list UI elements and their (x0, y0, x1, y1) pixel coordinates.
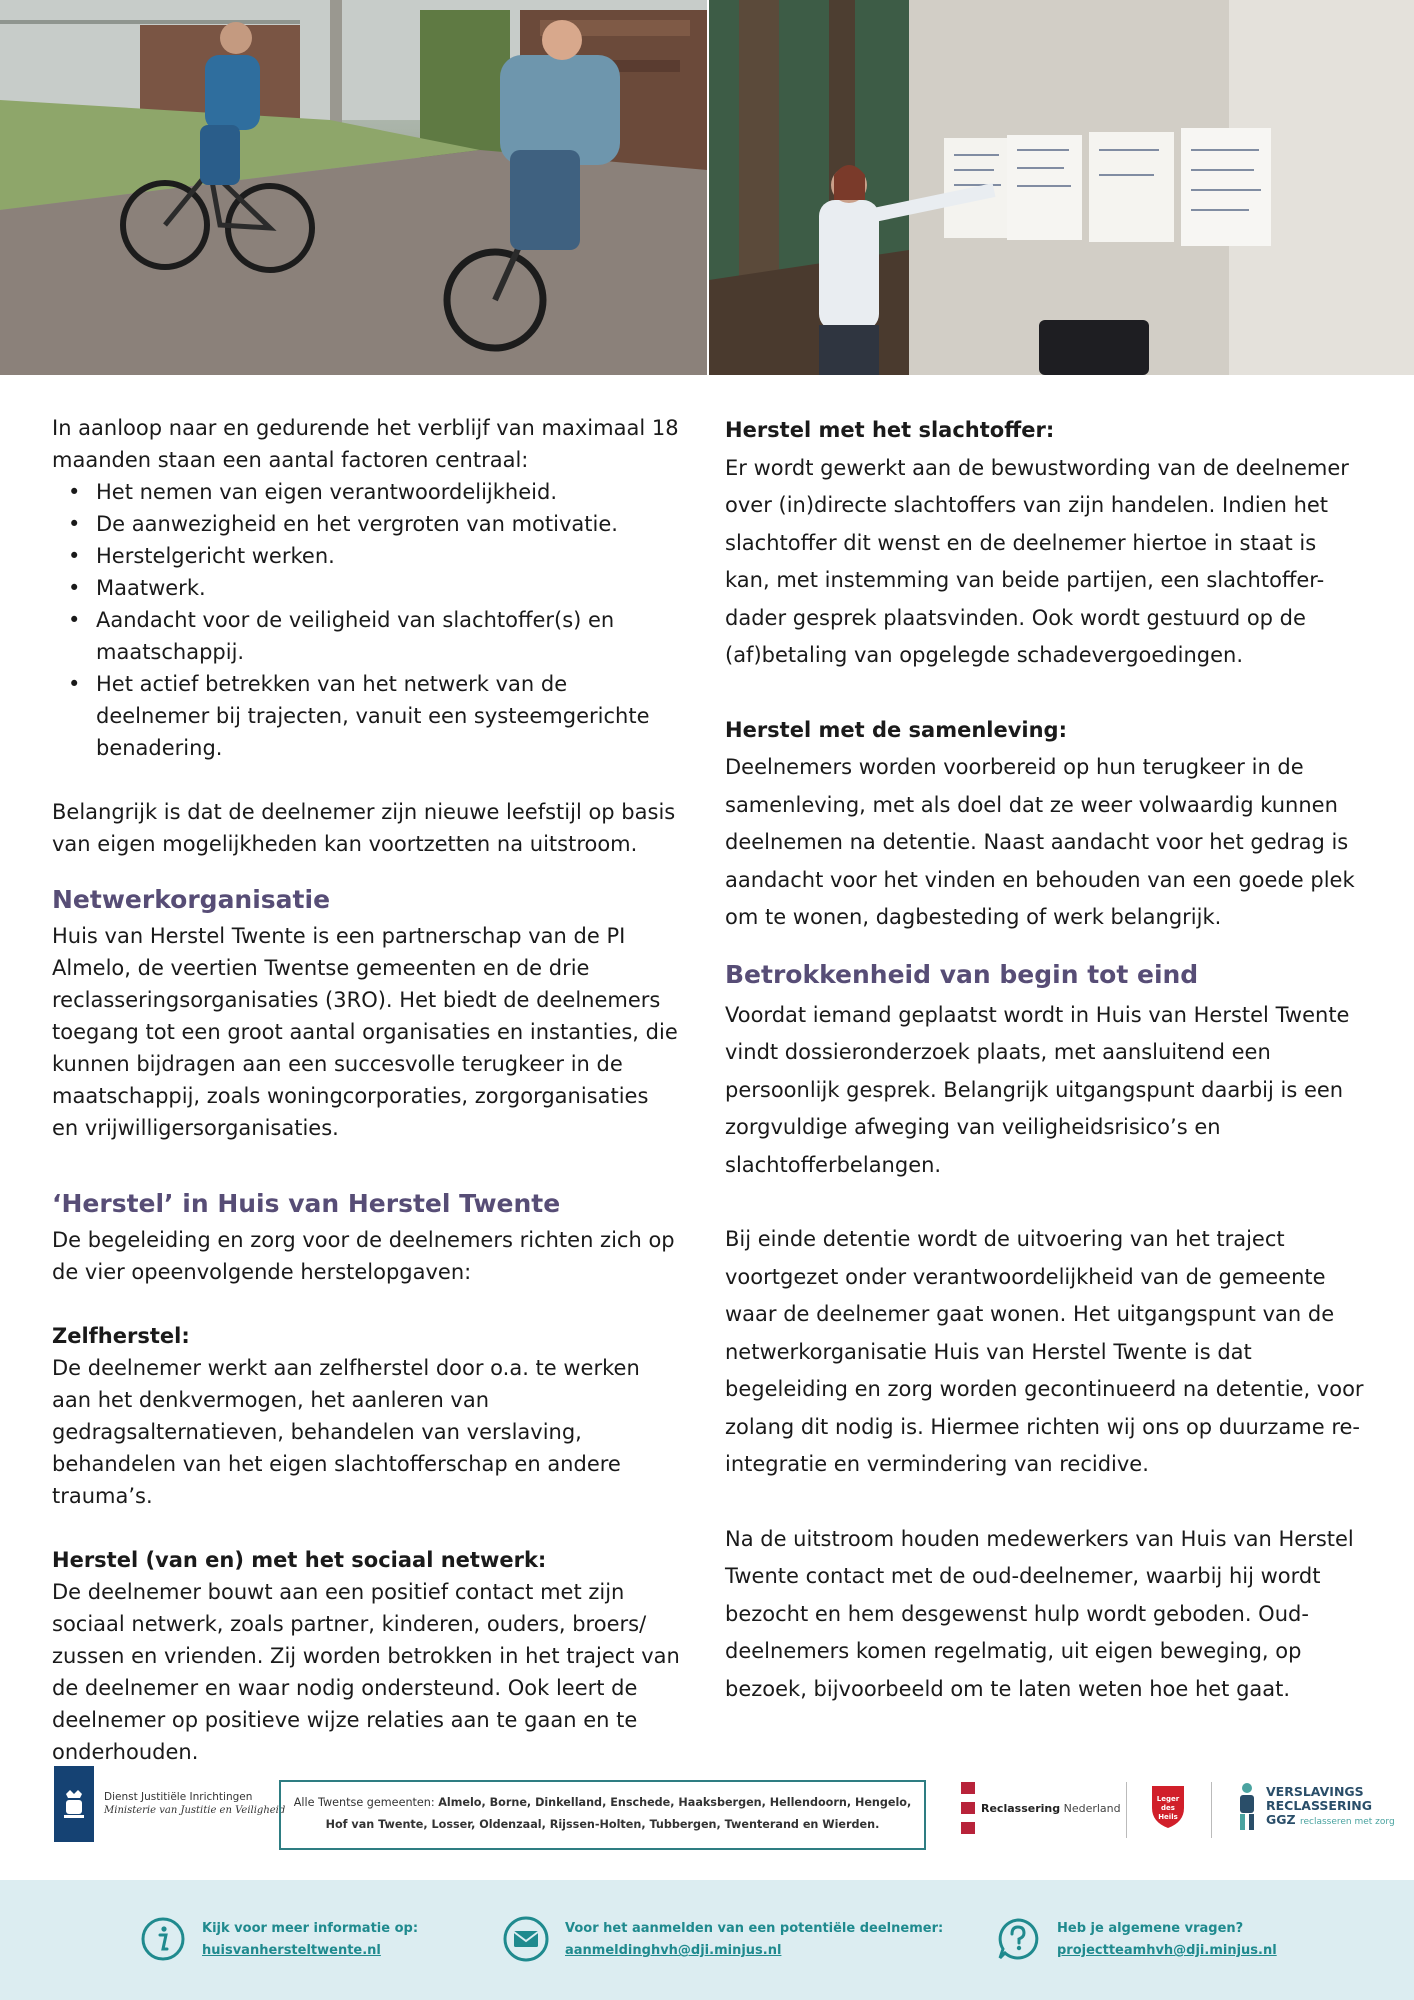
rn-rest: Nederland (1060, 1801, 1121, 1815)
vrg-figure-icon (1234, 1782, 1260, 1832)
rn-bold: Reclassering (981, 1801, 1061, 1815)
leger-des-heils-shield-icon (1148, 1784, 1188, 1830)
zelfherstel-paragraph: De deelnemer werkt aan zelfherstel door o.a. te werken aan het denkvermogen, het aanleren van gedragsalternatieven, behandelen van verslaving, behandelen van het eigen slachtofferschap en andere trauma’s. (52, 1356, 640, 1508)
footer-aanmelden (503, 1916, 943, 1962)
list-item: • De aanwezigheid en het vergroten van motivatie. (52, 508, 680, 540)
heading-herstel: ‘Herstel’ in Huis van Herstel Twente (52, 1189, 561, 1218)
vrg-tagline: reclasseren met zorg (1299, 1817, 1395, 1827)
svg-text:Leger: Leger (1156, 1795, 1180, 1803)
left-column (52, 412, 680, 1768)
heading-betrokkenheid: Betrokkenheid van begin tot eind (725, 959, 1199, 989)
logo-divider (1211, 1782, 1212, 1838)
betrokkenheid-paragraph-3: Na de uitstroom houden medewerkers van Huis van Herstel Twente contact met de oud-deelnemer, waarbij hij wordt bezocht en hem desgewenst hulp wordt geboden. Oud-deelnemers komen regelmatig, uit eigen beweging, op bezoek, bijvoorbeeld om te laten weten hoe het gaat. (725, 1526, 1354, 1701)
list-item: • Maatwerk. (52, 572, 680, 604)
dji-logo (54, 1766, 285, 1842)
aanmeld-email-link[interactable]: aanmeldinghvh@dji.minjus.nl (565, 1943, 782, 1958)
right-column (725, 412, 1365, 1708)
samenleving-label: Herstel met de samenleving: (725, 717, 1067, 742)
vragen-label: Heb je algemene vragen? (1057, 1921, 1244, 1936)
photo-strip (0, 0, 1414, 375)
dji-name: Dienst Justitiële Inrichtingen (104, 1791, 253, 1803)
svg-text:des: des (1161, 1804, 1175, 1812)
svg-text:Heils: Heils (1158, 1813, 1178, 1821)
vrg-logo (1234, 1782, 1395, 1832)
photo-presentation (707, 0, 1414, 375)
gemeenten-prefix: Alle Twentse gemeenten: (293, 1796, 435, 1809)
aanmeld-label: Voor het aanmelden van een potentiële deelnemer: (565, 1921, 944, 1936)
herstel-paragraph: De begeleiding en zorg voor de deelnemers richten zich op de vier opeenvolgende herstelopgaven: (52, 1228, 675, 1284)
important-text: Belangrijk is dat de deelnemer zijn nieuwe leefstijl op basis van eigen mogelijkheden kan voortzetten na uitstroom. (52, 800, 676, 856)
info-label: Kijk voor meer informatie op: (202, 1921, 419, 1936)
slachtoffer-label: Herstel met het slachtoffer: (725, 418, 1055, 442)
list-item: • Herstelgericht werken. (52, 540, 680, 572)
crown-lion-icon (54, 1766, 94, 1842)
vrg-line-2: RECLASSERING (1266, 1798, 1372, 1813)
mail-icon (503, 1916, 549, 1962)
factor-list (52, 476, 680, 764)
dji-ministry: Ministerie van Justitie en Veiligheid (104, 1805, 286, 1816)
website-link[interactable]: huisvanhersteltwente.nl (202, 1943, 381, 1958)
list-item: • Aandacht voor de veiligheid van slachtoffer(s) en maatschappij. (52, 604, 680, 668)
intro-text: In aanloop naar en gedurende het verblijf van maximaal 18 maanden staan een aantal factoren centraal: (52, 416, 679, 472)
list-item: • Het nemen van eigen verantwoordelijkheid. (52, 476, 680, 508)
vrg-line-1: VERSLAVINGS (1266, 1784, 1364, 1799)
info-icon (140, 1916, 186, 1962)
rn-mark-icon (961, 1782, 975, 1834)
heading-netwerkorganisatie: Netwerkorganisatie (52, 885, 331, 914)
zelfherstel-label: Zelfherstel: (52, 1324, 190, 1348)
sociaal-netwerk-paragraph: De deelnemer bouwt aan een positief contact met zijn sociaal netwerk, zoals partner, kinderen, ouders, broers/ zussen en vrienden. Zij worden betrokken in het traject van de deelnemer en waar nodig ondersteund. Ook leert de deelnemer op positieve wijze relaties aan te gaan en te onderhouden. (52, 1580, 680, 1764)
list-item: • Het actief betrekken van het netwerk van de deelnemer bij trajecten, vanuit een systeemgerichte benadering. (52, 668, 680, 764)
question-bubble-icon (995, 1916, 1041, 1962)
photo-cyclists (0, 0, 707, 375)
projectteam-email-link[interactable]: projectteamhvh@dji.minjus.nl (1057, 1943, 1277, 1958)
logo-divider (1126, 1782, 1127, 1838)
footer-vragen (995, 1916, 1277, 1962)
betrokkenheid-paragraph-2: Bij einde detentie wordt de uitvoering van het traject voortgezet onder verantwoordelijkheid van de gemeente waar de deelnemer gaat wonen. Het uitgangspunt van de netwerkorganisatie Huis van Herstel Twente is dat begeleiding en zorg worden gecontinueerd na detentie, voor zolang dit nodig is. Hiermee richten wij ons op duurzame re-integratie en vermindering van recidive. (725, 1227, 1364, 1476)
footer-info (140, 1916, 418, 1962)
vrg-line-3: GGZ (1266, 1812, 1296, 1827)
gemeenten-box (279, 1780, 926, 1850)
contact-footer (0, 1880, 1414, 2000)
reclassering-nederland-logo (961, 1782, 1121, 1834)
samenleving-paragraph: Deelnemers worden voorbereid op hun terugkeer in de samenleving, met als doel dat ze weer volwaardig kunnen deelnemen na detentie. Naast aandacht voor het gedrag is aandacht voor het vinden en behouden van een goede plek om te wonen, dagbesteding of werk belangrijk. (725, 755, 1355, 929)
sociaal-netwerk-label: Herstel (van en) met het sociaal netwerk: (52, 1548, 547, 1572)
slachtoffer-paragraph: Er wordt gewerkt aan de bewustwording van de deelnemer over (in)directe slachtoffers van zijn handelen. Indien het slachtoffer dit wenst en de deelnemer hiertoe in staat is kan, met instemming van beide partijen, een slachtoffer-dader gesprek plaatsvinden. Ook wordt gestuurd op de (af)betaling van opgelegde schadevergoedingen. (725, 455, 1349, 667)
netwerk-paragraph: Huis van Herstel Twente is een partnerschap van de PI Almelo, de veertien Twentse gemeenten en de drie reclasseringsorganisaties (3RO). Het biedt de deelnemers toegang tot een groot aantal organisaties en instanties, die kunnen bijdragen aan een succesvolle terugkeer in de maatschappij, zoals woningcorporaties, zorgorganisaties en vrijwilligersorganisaties. (52, 924, 678, 1140)
partner-logos (0, 1760, 1414, 1850)
betrokkenheid-paragraph-1: Voordat iemand geplaatst wordt in Huis van Herstel Twente vindt dossieronderzoek plaats, met aansluitend een persoonlijk gesprek. Belangrijk uitgangspunt daarbij is een zorgvuldige afweging van veiligheidsrisico’s en slachtofferbelangen. (725, 1002, 1350, 1177)
gemeenten-list: Almelo, Borne, Dinkelland, Enschede, Haaksbergen, Hellendoorn, Hengelo, Hof van Twente, Losser, Oldenzaal, Rijssen-Holten, Tubbergen, Twenterand en Wierden. (325, 1796, 912, 1831)
